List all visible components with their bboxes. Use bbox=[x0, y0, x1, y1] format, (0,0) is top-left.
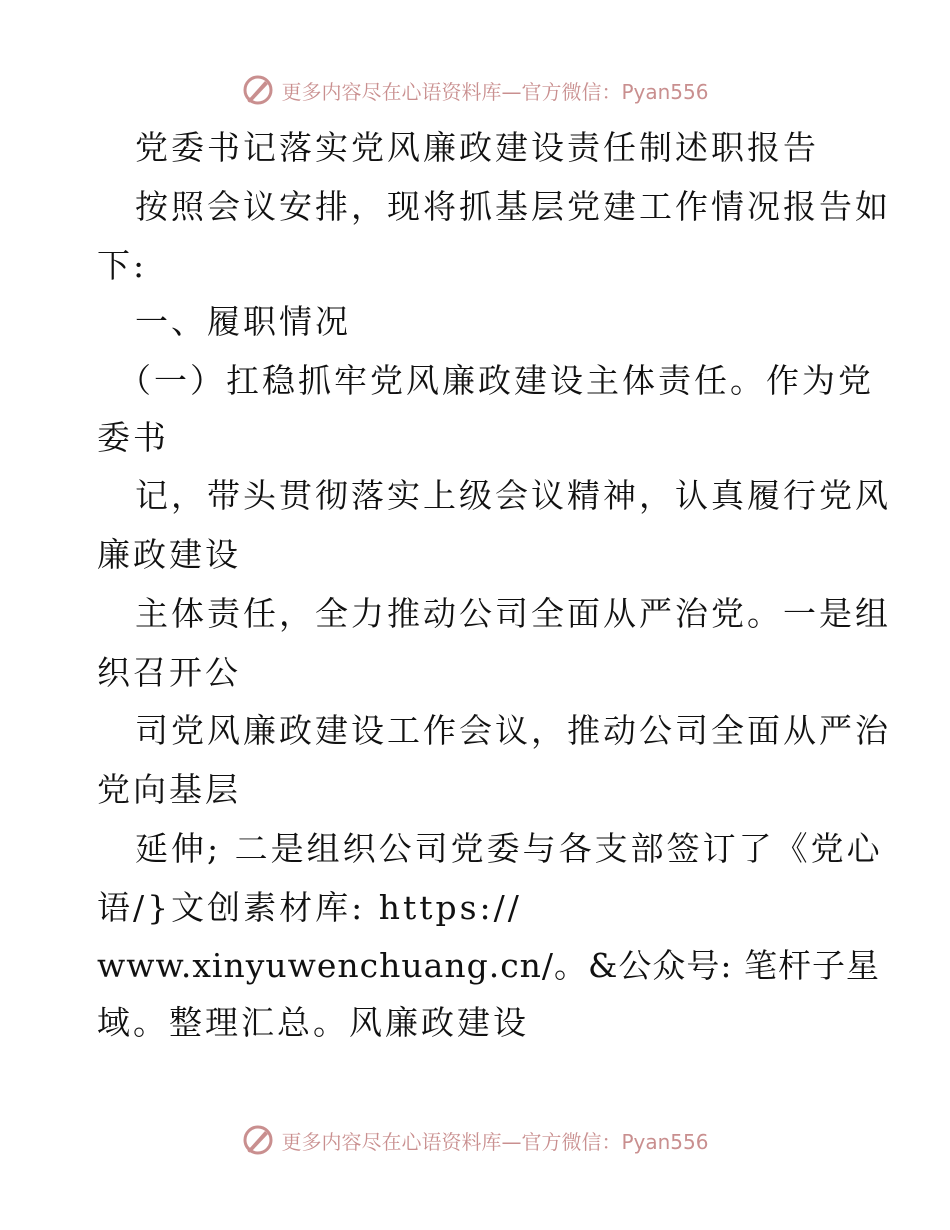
paragraph-line: 主体责任，全力推动公司全面从严治党。一是组 bbox=[135, 594, 891, 633]
footer-watermark bbox=[0, 1120, 950, 1160]
paragraph-line: 司党风廉政建设工作会议，推动公司全面从严治 bbox=[135, 711, 891, 750]
paragraph-line: 委书 bbox=[97, 418, 169, 457]
paragraph-line: 域。整理汇总。风廉政建设 bbox=[97, 1003, 529, 1042]
paragraph-line: 下: bbox=[97, 246, 148, 285]
paragraph-line: 廉政建设 bbox=[97, 535, 241, 574]
brush-logo-icon bbox=[241, 73, 275, 107]
paragraph-line: （一）扛稳抓牢党风廉政建设主体责任。作为党 bbox=[118, 361, 874, 400]
paragraph-line: 延伸; 二是组织公司党委与各支部签订了《党心 bbox=[135, 829, 883, 868]
paragraph-line: www.xinyuwenchuang.cn/。&公众号: 笔杆子星 bbox=[97, 946, 881, 985]
paragraph-line: 织召开公 bbox=[97, 653, 241, 692]
watermark-text: 更多内容尽在心语资料库—官方微信：Pyan556 bbox=[281, 1129, 709, 1154]
section-heading: 一、履职情况 bbox=[135, 302, 351, 341]
watermark-text: 更多内容尽在心语资料库—官方微信：Pyan556 bbox=[281, 79, 709, 104]
header-watermark bbox=[0, 70, 950, 110]
document-title: 党委书记落实党风廉政建设责任制述职报告 bbox=[135, 128, 819, 167]
paragraph-line: 按照会议安排，现将抓基层党建工作情况报告如 bbox=[135, 187, 891, 226]
paragraph-line: 语/}文创素材库: https:// bbox=[97, 888, 522, 927]
paragraph-line: 党向基层 bbox=[97, 770, 241, 809]
brush-logo-icon bbox=[241, 1123, 275, 1157]
paragraph-line: 记，带头贯彻落实上级会议精神，认真履行党风 bbox=[135, 476, 891, 515]
